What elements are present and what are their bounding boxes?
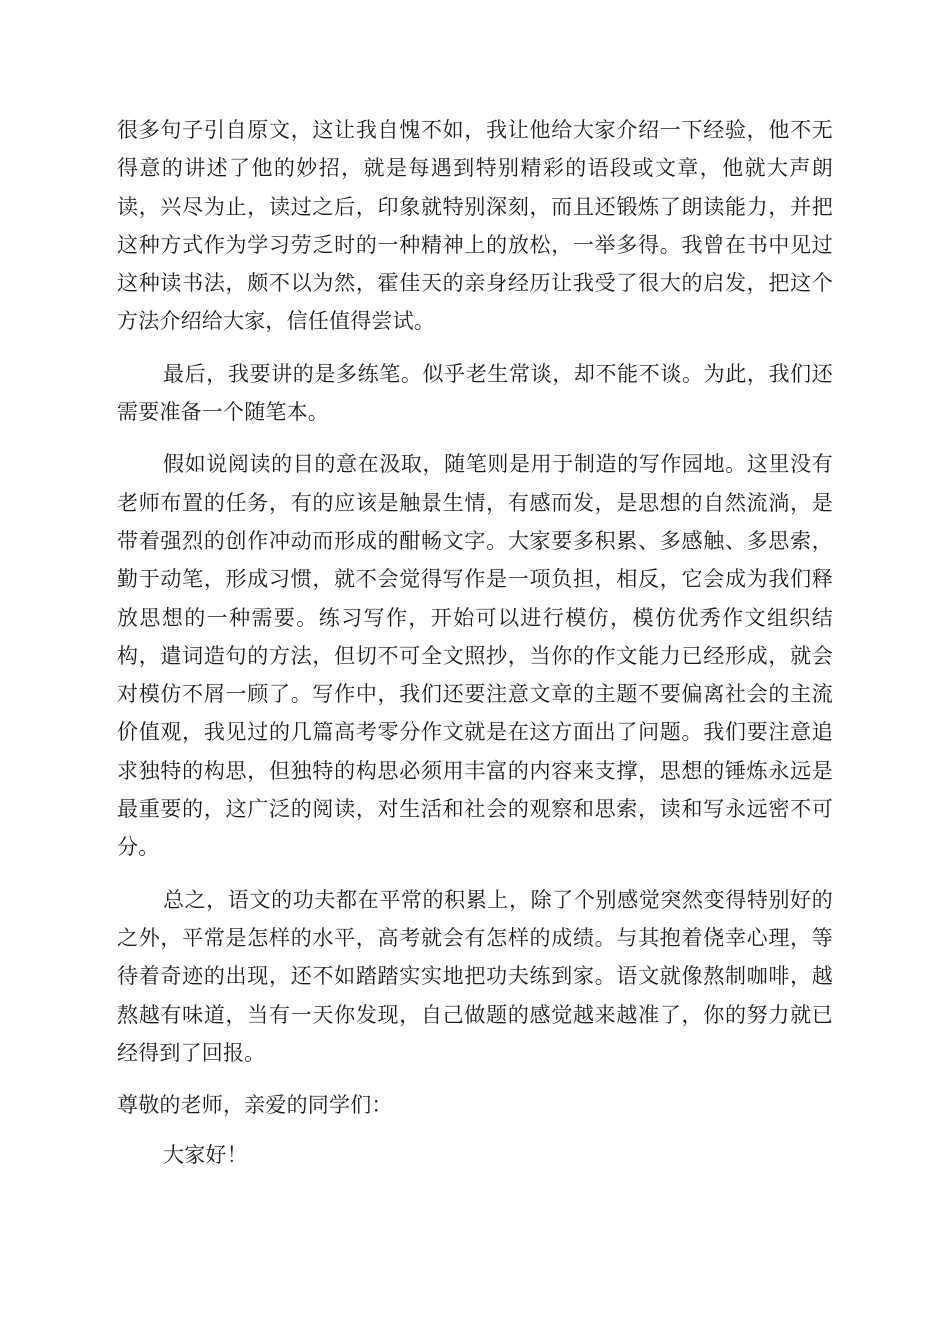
document-body [117, 111, 833, 1189]
paragraph-reading-and-essays: 假如说阅读的目的意在汲取，随笔则是用于制造的写作园地。这里没有老师布置的任务，有的应该是触景生情，有感而发，是思想的自然流淌，是带着强烈的创作冲动而形成的酣畅文字。大家要多积累、多感触、多思索，勤于动笔，形成习惯，就不会觉得写作是一项负担，相反，它会成为我们释放思想的一种需要。练习写作，开始可以进行模仿，模仿优秀作文组织结构，遣词造句的方法，但切不可全文照抄，当你的作文能力已经形成，就会对模仿不屑一顾了。写作中，我们还要注意文章的主题不要偏离社会的主流价值观，我见过的几篇高考零分作文就是在这方面出了问题。我们要注意追求独特的构思，但独特的构思必须用丰富的内容来支撑，思想的锤炼永远是最重要的，这广泛的阅读，对生活和社会的观察和思索，读和写永远密不可分。 [117, 452, 833, 860]
greeting: 大家好！ [163, 1143, 248, 1168]
salutation: 尊敬的老师，亲爱的同学们： [117, 1093, 393, 1118]
paragraph-conclusion: 总之，语文的功夫都在平常的积累上，除了个别感觉突然变得特别好的之外，平常是怎样的水平，高考就会有怎样的成绩。与其抱着侥幸心理，等待着奇迹的出现，还不如踏踏实实地把功夫练到家。语文就像熬制咖啡，越熬越有味道，当有一天你发现，自己做题的感觉越来越准了，你的努力就已经得到了回报。 [117, 887, 833, 1065]
paragraph-practice-writing: 最后，我要讲的是多练笔。似乎老生常谈，却不能不谈。为此，我们还需要准备一个随笔本。 [117, 361, 833, 425]
paragraph-continuation: 很多句子引自原文，这让我自愧不如，我让他给大家介绍一下经验，他不无得意的讲述了他的妙招，就是每遇到特别精彩的语段或文章，他就大声朗读，兴尽为止，读过之后，印象就特别深刻，而且还锻炼了朗读能力，并把这种方式作为学习劳乏时的一种精神上的放松，一举多得。我曾在书中见过这种读书法，颇不以为然，霍佳天的亲身经历让我受了很大的启发，把这个方法介绍给大家，信任值得尝试。 [117, 118, 833, 334]
